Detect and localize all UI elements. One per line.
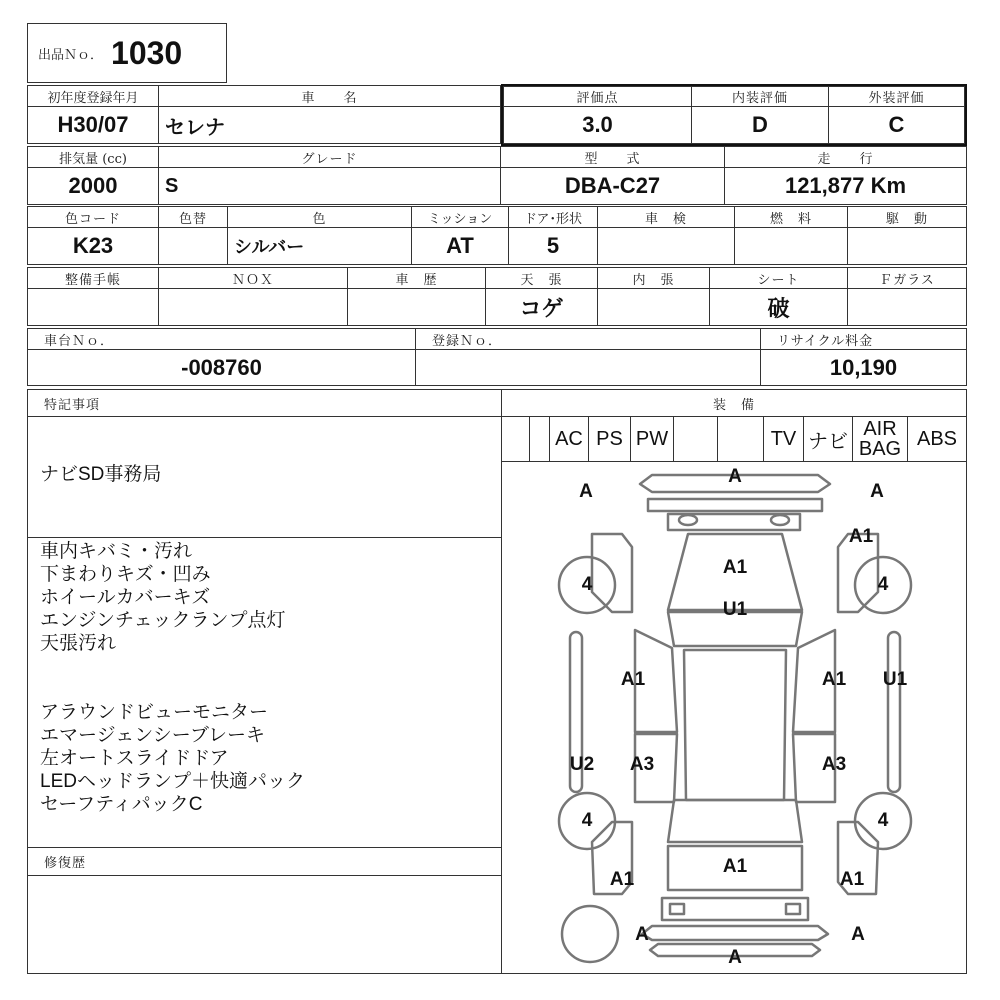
- door-value: 5: [508, 227, 598, 265]
- remarks-note-2: 車内キバミ・汚れ 下まわりキズ・凹み ホイールカバーキズ エンジンチェックランプ点灯 天張汚れ アラウンドビューモニター エマージェンシーブレーキ 左オートスライドドア LEDヘッドランプ＋快適パック セーフティパックC: [27, 537, 502, 848]
- model-label: 型 式: [500, 146, 725, 168]
- interior-score-label: 内装評価: [691, 86, 829, 107]
- mileage-label: 走 行: [724, 146, 967, 168]
- door-label: ドア･形状: [508, 206, 598, 228]
- equipment-item-navi: ナビ: [803, 416, 853, 462]
- damage-rear-right: A: [851, 924, 865, 945]
- damage-diagram: [501, 461, 967, 974]
- color-label: 色: [227, 206, 412, 228]
- equipment-item-blank-1: [529, 416, 550, 462]
- damage-left-sill: U2: [569, 754, 595, 775]
- equipment-label: 装 備: [501, 389, 967, 417]
- equipment-row: [529, 416, 967, 462]
- damage-front-bumper: A: [728, 466, 742, 487]
- mission-value: AT: [411, 227, 509, 265]
- damage-right-fender: A1: [848, 526, 874, 547]
- exterior-score-label: 外装評価: [828, 86, 965, 107]
- remarks-note-1: ナビSD事務局: [27, 416, 502, 538]
- inspection-value: [597, 227, 735, 265]
- ceiling-label: 天 張: [485, 267, 598, 289]
- repair-history-label: 修復歴: [27, 847, 502, 876]
- color-code-value: K23: [27, 227, 159, 265]
- damage-right-rear-fender: A1: [839, 869, 865, 890]
- grade-label: グレード: [158, 146, 501, 168]
- score-label: 評価点: [503, 86, 692, 107]
- ceiling-value: コゲ: [485, 288, 598, 326]
- damage-tire-rear-right: 4: [877, 810, 889, 831]
- equipment-item-blank-3: [717, 416, 764, 462]
- damage-tire-front-left: 4: [581, 574, 593, 595]
- seat-value: 破: [709, 288, 848, 326]
- damage-right-rear-door: A3: [821, 754, 847, 775]
- damage-rear-left: A: [635, 924, 649, 945]
- equipment-item-abs: ABS: [907, 416, 967, 462]
- damage-right-front-door: A1: [821, 669, 847, 690]
- nox-value: [158, 288, 348, 326]
- damage-hood-2: U1: [722, 599, 748, 620]
- displacement-label: 排気量 (cc): [27, 146, 159, 168]
- equipment-item-airbag: AIR BAG: [852, 416, 908, 462]
- lot-box: [27, 23, 227, 83]
- fuel-label: 燃 料: [734, 206, 848, 228]
- recycle-fee-label: リサイクル料金: [760, 328, 967, 350]
- front-glass-label: Ｆガラス: [847, 267, 967, 289]
- interior-score-value: D: [691, 106, 829, 144]
- repaint-value: [158, 227, 228, 265]
- damage-front-left: A: [579, 481, 593, 502]
- inspection-label: 車 検: [597, 206, 735, 228]
- damage-rear-bumper: A: [728, 947, 742, 968]
- nox-label: ＮＯＸ: [158, 267, 348, 289]
- lot-label: 出品Ｎｏ．: [38, 47, 104, 63]
- damage-hood: A1: [722, 557, 748, 578]
- fuel-value: [734, 227, 848, 265]
- repaint-label: 色替: [158, 206, 228, 228]
- car-name-value: セレナ: [158, 106, 501, 144]
- damage-tire-rear-left: 4: [581, 810, 593, 831]
- reg-value: H30/07: [27, 106, 159, 144]
- equipment-item-ps: PS: [588, 416, 631, 462]
- lot-number: 1030: [111, 34, 183, 71]
- damage-right-sill: U1: [882, 669, 908, 690]
- color-value: シルバー: [227, 227, 412, 265]
- damage-left-rear-door: A3: [629, 754, 655, 775]
- chassis-value: -008760: [27, 349, 416, 386]
- equipment-item-blank-2: [673, 416, 718, 462]
- car-history-value: [347, 288, 486, 326]
- recycle-fee-value: 10,190: [760, 349, 967, 386]
- equipment-item-ac: AC: [549, 416, 589, 462]
- damage-left-front-door: A1: [620, 669, 646, 690]
- damage-left-rear-fender: A1: [609, 869, 635, 890]
- maintenance-book-label: 整備手帳: [27, 267, 159, 289]
- repair-history-value: [27, 875, 502, 974]
- displacement-value: 2000: [27, 167, 159, 205]
- registration-number-value: [415, 349, 761, 386]
- grade-value: S: [158, 167, 501, 205]
- interior-trim-label: 内 張: [597, 267, 710, 289]
- mission-label: ミッション: [411, 206, 509, 228]
- chassis-label: 車台Ｎｏ．: [27, 328, 416, 350]
- damage-back-door: A1: [722, 856, 748, 877]
- car-outline-diagram: [502, 462, 967, 974]
- model-value: DBA-C27: [500, 167, 725, 205]
- car-history-label: 車 歴: [347, 267, 486, 289]
- damage-tire-front-right: 4: [877, 574, 889, 595]
- score-value: 3.0: [503, 106, 692, 144]
- seat-label: シート: [709, 267, 848, 289]
- mileage-value: 121,877 Km: [724, 167, 967, 205]
- color-code-label: 色コード: [27, 206, 159, 228]
- drive-label: 駆 動: [847, 206, 967, 228]
- exterior-score-value: C: [828, 106, 965, 144]
- remarks-label: 特記事項: [27, 389, 502, 417]
- reg-label: 初年度登録年月: [27, 85, 159, 107]
- car-name-label: 車 名: [158, 85, 501, 107]
- equipment-item-pw: PW: [630, 416, 674, 462]
- maintenance-book-value: [27, 288, 159, 326]
- equipment-item-tv: TV: [763, 416, 804, 462]
- drive-value: [847, 227, 967, 265]
- damage-front-right: A: [870, 481, 884, 502]
- registration-number-label: 登録Ｎｏ．: [415, 328, 761, 350]
- interior-trim-value: [597, 288, 710, 326]
- front-glass-value: [847, 288, 967, 326]
